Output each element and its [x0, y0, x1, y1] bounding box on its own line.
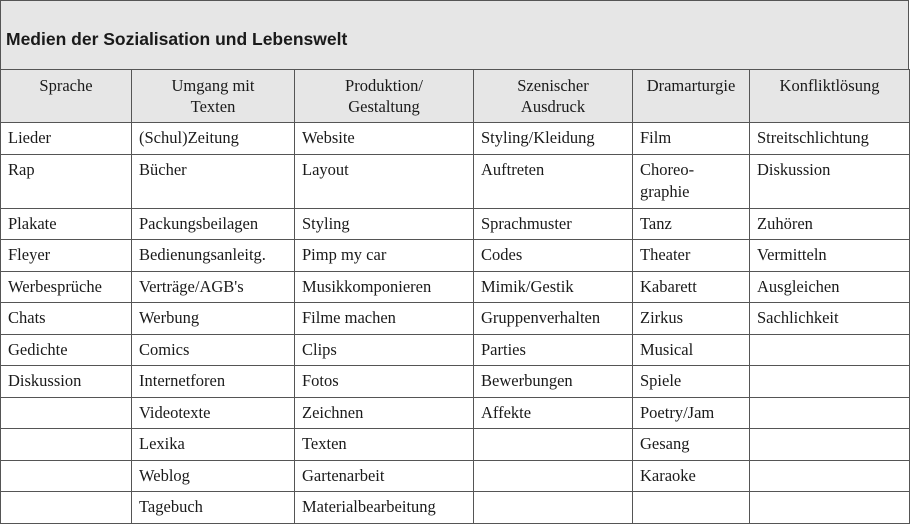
column-header [474, 70, 633, 123]
table-cell: Mimik/Gestik [474, 271, 633, 303]
column-header-line: Texten [190, 97, 236, 116]
column-header-line: Sprache [39, 76, 93, 95]
table-cell: Website [295, 123, 474, 155]
table-cell: Vermitteln [750, 240, 910, 272]
table-cell [1, 429, 132, 461]
media-table [0, 69, 910, 524]
table-cell: Clips [295, 334, 474, 366]
table-cell [750, 492, 910, 524]
table-cell: Streitschlichtung [750, 123, 910, 155]
table-cell: Sprachmuster [474, 208, 633, 240]
table-cell: Texten [295, 429, 474, 461]
table-cell: Rap [1, 154, 132, 208]
table-cell [750, 334, 910, 366]
table-cell: Zirkus [633, 303, 750, 335]
column-header [132, 70, 295, 123]
table-cell: Verträge/AGB's [132, 271, 295, 303]
column-header [1, 70, 132, 123]
table-cell: Styling/Kleidung [474, 123, 633, 155]
table-cell: Layout [295, 154, 474, 208]
table-cell: Comics [132, 334, 295, 366]
title-bar [0, 0, 909, 69]
table-row [1, 240, 910, 272]
column-header-line: Produktion/ [345, 76, 423, 95]
table-cell: Bücher [132, 154, 295, 208]
column-header-line: Ausdruck [520, 97, 586, 116]
table-cell: Werbung [132, 303, 295, 335]
table-cell: Fotos [295, 366, 474, 398]
table-cell [750, 429, 910, 461]
table-row [1, 123, 910, 155]
table-cell: Spiele [633, 366, 750, 398]
table-cell [750, 366, 910, 398]
table-cell: Styling [295, 208, 474, 240]
table-cell: Theater [633, 240, 750, 272]
table-cell: Filme machen [295, 303, 474, 335]
table-row [1, 303, 910, 335]
table-cell: Ausgleichen [750, 271, 910, 303]
table-row [1, 154, 910, 208]
table-cell: Diskussion [750, 154, 910, 208]
table-cell: Zuhören [750, 208, 910, 240]
table-cell [750, 397, 910, 429]
table-cell: Musikkomponieren [295, 271, 474, 303]
table-cell: Zeichnen [295, 397, 474, 429]
table-cell [474, 460, 633, 492]
table-cell: Auftreten [474, 154, 633, 208]
table-cell: Gedichte [1, 334, 132, 366]
table-cell: Tagebuch [132, 492, 295, 524]
table-cell: Bedienungsanleitg. [132, 240, 295, 272]
table-cell: Musical [633, 334, 750, 366]
table-cell: Affekte [474, 397, 633, 429]
column-header-line: Konfliktlösung [779, 76, 880, 95]
column-header [633, 70, 750, 123]
table-cell: Film [633, 123, 750, 155]
header-row [1, 70, 910, 123]
table-cell: Werbesprüche [1, 271, 132, 303]
table-cell [633, 492, 750, 524]
column-header-line: Szenischer [517, 76, 589, 95]
table-cell [1, 492, 132, 524]
column-header [295, 70, 474, 123]
table-cell: Gartenarbeit [295, 460, 474, 492]
table-row [1, 460, 910, 492]
table-cell: Chats [1, 303, 132, 335]
table-cell: Lexika [132, 429, 295, 461]
table-body [1, 123, 910, 524]
table-cell: Fleyer [1, 240, 132, 272]
table-cell: Parties [474, 334, 633, 366]
table-cell: Weblog [132, 460, 295, 492]
table-cell: Materialbearbeitung [295, 492, 474, 524]
table-row [1, 429, 910, 461]
table-cell: Sachlichkeit [750, 303, 910, 335]
table-cell: Internetforen [132, 366, 295, 398]
table-cell: Pimp my car [295, 240, 474, 272]
table-cell: Packungsbeilagen [132, 208, 295, 240]
table-cell: Lieder [1, 123, 132, 155]
table-cell: Tanz [633, 208, 750, 240]
table-row [1, 208, 910, 240]
table-row [1, 334, 910, 366]
table-cell [750, 460, 910, 492]
column-header [750, 70, 910, 123]
column-header-line: Umgang mit [171, 76, 255, 95]
table-row [1, 397, 910, 429]
table-cell: (Schul)Zeitung [132, 123, 295, 155]
table-row [1, 492, 910, 524]
table-cell: Videotexte [132, 397, 295, 429]
column-header-line: Dramarturgie [646, 76, 736, 95]
table-row [1, 366, 910, 398]
table-cell: Gesang [633, 429, 750, 461]
table-cell [1, 460, 132, 492]
table-row [1, 271, 910, 303]
table-cell: Kabarett [633, 271, 750, 303]
table-cell: Choreo- graphie [633, 154, 750, 208]
table-cell [474, 429, 633, 461]
table-cell: Diskussion [1, 366, 132, 398]
table-cell: Poetry/Jam [633, 397, 750, 429]
table-cell [474, 492, 633, 524]
table-cell: Bewerbungen [474, 366, 633, 398]
table-cell: Plakate [1, 208, 132, 240]
column-header-line: Gestaltung [348, 97, 420, 116]
table-cell: Codes [474, 240, 633, 272]
table-cell: Karaoke [633, 460, 750, 492]
table-cell: Gruppenverhalten [474, 303, 633, 335]
table-title: Medien der Sozialisation und Lebenswelt [6, 29, 348, 49]
table-cell [1, 397, 132, 429]
